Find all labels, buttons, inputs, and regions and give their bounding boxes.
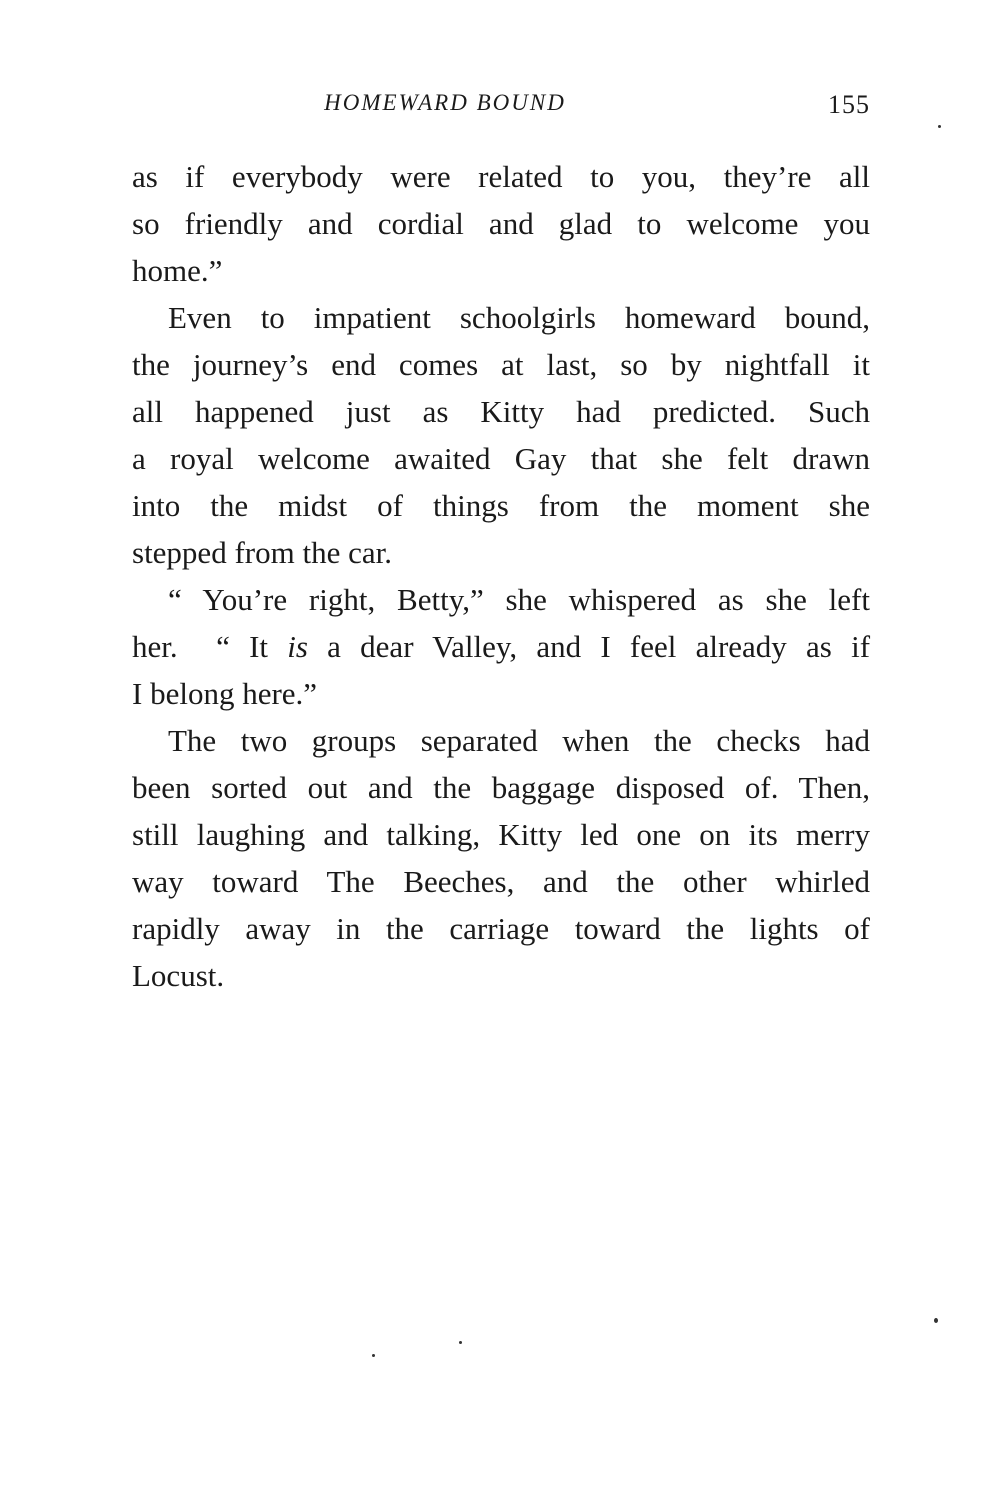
text-line-mixed: [132, 623, 870, 670]
text-line: as if everybody were related to you, they’re all: [132, 159, 870, 194]
text-line: I belong here.”: [132, 676, 318, 711]
text-line: a royal welcome awaited Gay that she felt drawn: [132, 441, 870, 476]
text-line: The two groups separated when the checks had: [168, 723, 870, 758]
scan-speck: [938, 125, 941, 128]
emphasis-text: is: [287, 629, 308, 664]
paragraph-4: [132, 717, 870, 999]
paragraph-1: [132, 153, 870, 294]
body-text: [132, 153, 870, 999]
scan-speck: [934, 1318, 938, 1323]
text-line: all happened just as Kitty had predicted. Such: [132, 394, 870, 429]
text-line: into the midst of things from the moment she: [132, 488, 870, 523]
text-line: been sorted out and the baggage disposed of. Then,: [132, 770, 870, 805]
text-line: stepped from the car.: [132, 535, 392, 570]
text-line: “ You’re right, Betty,” she whispered as she left: [168, 582, 870, 617]
running-head: [132, 88, 870, 128]
text-line: rapidly away in the carriage toward the lights of: [132, 911, 870, 946]
text-fragment: a dear Valley, and I feel already as if: [307, 629, 871, 664]
text-fragment: “ It: [216, 629, 288, 664]
scan-speck: [372, 1354, 375, 1357]
paragraph-2: [132, 294, 870, 576]
scan-speck: [459, 1341, 462, 1344]
text-line: Locust.: [132, 958, 225, 993]
text-line: way toward The Beeches, and the other whirled: [132, 864, 870, 899]
text-line: Even to impatient schoolgirls homeward bound,: [168, 300, 870, 335]
text-line: so friendly and cordial and glad to welcome you: [132, 206, 870, 241]
text-fragment: her.: [132, 629, 178, 664]
text-line: the journey’s end comes at last, so by nightfall it: [132, 347, 870, 382]
text-line: home.”: [132, 253, 223, 288]
running-title: HOMEWARD BOUND: [324, 90, 566, 115]
page-number: 155: [828, 90, 870, 119]
paragraph-3: [132, 576, 870, 717]
text-line: still laughing and talking, Kitty led one on its merry: [132, 817, 870, 852]
